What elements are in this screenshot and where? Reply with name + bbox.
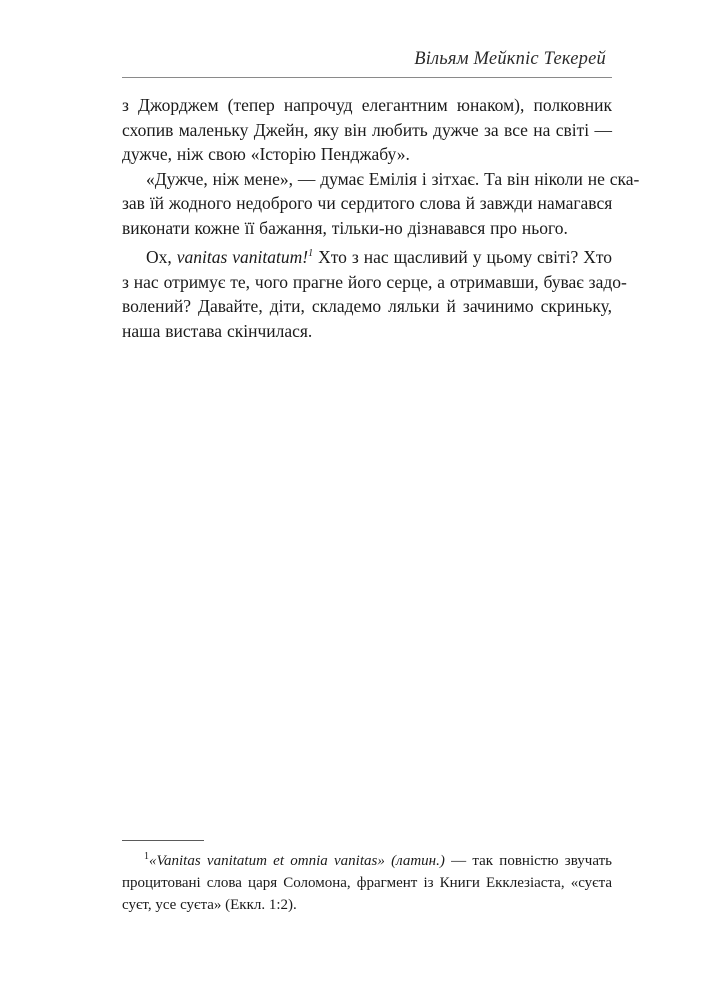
footnote-quote: «Vanitas vanitatum et omnia vanitas» (латин.) — [149, 853, 445, 869]
running-header — [122, 47, 612, 78]
footnote-marker: 1 — [308, 248, 314, 260]
footnote-number: 1 — [144, 851, 149, 862]
text-fragment: Ох, — [146, 247, 172, 267]
text-line: схопив маленьку Джейн, яку він любить дужче за все на світі — — [122, 119, 612, 140]
footnote-line: суєт, усе суєта» (Еккл. 1:2). — [122, 897, 297, 913]
text-line — [122, 245, 612, 270]
text-fragment: Хто з нас щасливий у цьому світі? Хто — [318, 247, 613, 267]
text-line: зав їй жодного недоброго чи сердитого слова й завжди намагався — [122, 193, 613, 213]
footnote — [122, 850, 612, 916]
text-line: наша вистава скінчилася. — [122, 320, 313, 341]
text-line: з Джорджем (тепер напрочуд елегантним юнаком), полковник — [122, 95, 612, 115]
text-line: з нас отримує те, чого прагне його серце, а отримавши, буває задо- — [122, 271, 627, 292]
footnote-line: процитовані слова царя Соломона, фрагмент із Книги Екклезіаста, «суєта — [122, 875, 612, 891]
body-paragraph-1 — [122, 93, 640, 240]
text-line: виконати кожне її бажання, тільки-но дізнавався про нього. — [122, 217, 568, 238]
text-line: «Дужче, ніж мене», — думає Емілія і зітхає. Та він ніколи не ска- — [146, 168, 640, 189]
text-fragment: — так повністю звучать — [451, 853, 612, 869]
text-line: волений? Давайте, діти, складемо ляльки й зачинимо скриньку, — [122, 296, 612, 316]
text-line: дужче, ніж свою «Історію Пенджабу». — [122, 144, 410, 164]
footnote-line — [122, 850, 612, 872]
footnote-separator — [122, 840, 204, 841]
body-paragraph-2 — [122, 245, 627, 343]
running-header-title: Вільям Мейкпіс Текерей — [414, 49, 606, 69]
latin-phrase: vanitas vanitatum! — [176, 247, 309, 267]
